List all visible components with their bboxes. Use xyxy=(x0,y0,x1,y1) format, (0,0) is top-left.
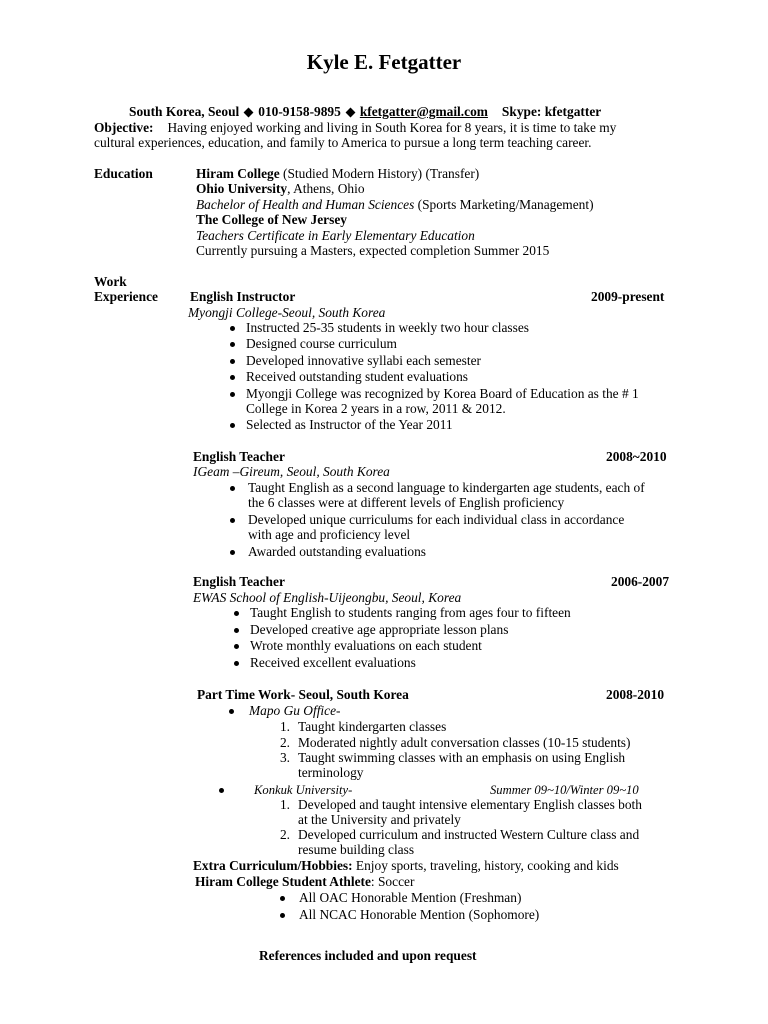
konkuk-item: Developed curriculum and instructed Western Culture class and xyxy=(298,827,640,842)
job1-bullet: Myongji College was recognized by Korea Board of Education as the # 1 xyxy=(246,386,639,401)
extra-hobbies xyxy=(193,858,619,874)
job1-bullet: Instructed 25-35 students in weekly two hour classes xyxy=(246,320,530,335)
extra-label: Extra Curriculum/Hobbies: xyxy=(193,858,353,873)
list-number: 1. xyxy=(279,797,290,812)
edu-ohio-degree-note: (Sports Marketing/Management) xyxy=(414,197,594,212)
bullet-icon xyxy=(230,342,235,347)
edu-masters: Currently pursuing a Masters, expected completion Summer 2015 xyxy=(196,243,550,258)
extra-bullet: All OAC Honorable Mention (Freshman) xyxy=(299,890,522,905)
job2-org: IGeam –Gireum, Seoul, South Korea xyxy=(193,464,390,479)
job3-bullet: Wrote monthly evaluations on each student xyxy=(250,638,482,653)
resume-name: Kyle E. Fetgatter xyxy=(306,50,462,74)
extra-text: Enjoy sports, traveling, history, cooking and kids xyxy=(352,858,619,873)
work-label-1: Work xyxy=(94,274,127,289)
contact-line xyxy=(129,104,601,120)
job3-title: English Teacher xyxy=(193,574,285,589)
bullet-icon xyxy=(280,896,285,901)
job3-bullet: Received excellent evaluations xyxy=(250,655,416,670)
diamond-separator-icon xyxy=(345,107,355,117)
job1-org: Myongji College-Seoul, South Korea xyxy=(188,305,386,320)
contact-location: South Korea, Seoul xyxy=(129,104,240,119)
konkuk-item-cont: resume building class xyxy=(298,842,415,857)
athlete-line xyxy=(195,874,414,890)
references-note: References included and upon request xyxy=(259,948,477,963)
job1-dates: 2009-present xyxy=(591,289,665,304)
extra-bullet: All NCAC Honorable Mention (Sophomore) xyxy=(299,907,540,922)
job2-bullet-cont: the 6 classes were at different levels of English proficiency xyxy=(248,495,565,510)
konkuk-university: Konkuk University- xyxy=(254,783,353,797)
mapo-item: Taught swimming classes with an emphasis on using English xyxy=(298,750,626,765)
mapo-office: Mapo Gu Office- xyxy=(249,703,341,718)
contact-phone: 010-9158-9895 xyxy=(258,104,341,119)
objective-text-2: cultural experiences, education, and family to America to pursue a long term teaching career. xyxy=(94,135,592,150)
bullet-icon xyxy=(230,326,235,331)
contact-email-link[interactable]: kfetgatter@gmail.com xyxy=(359,104,488,119)
diamond-separator-icon xyxy=(244,107,254,117)
job1-bullet: Selected as Instructor of the Year 2011 xyxy=(246,417,453,432)
bullet-icon xyxy=(234,644,239,649)
edu-ohio-loc: , Athens, Ohio xyxy=(287,181,365,196)
edu-hiram-name: Hiram College xyxy=(196,166,280,181)
list-number: 3. xyxy=(279,750,290,765)
job1-bullet-cont: College in Korea 2 years in a row, 2011 & 2012. xyxy=(246,401,506,416)
education-label: Education xyxy=(94,166,153,181)
list-number: 1. xyxy=(279,719,290,734)
job2-bullet-cont: with age and proficiency level xyxy=(248,527,411,542)
bullet-icon xyxy=(234,661,239,666)
job2-bullet: Developed unique curriculums for each individual class in accordance xyxy=(248,512,625,527)
list-number: 2. xyxy=(279,735,290,750)
job2-dates: 2008~2010 xyxy=(606,449,667,464)
list-number: 2. xyxy=(279,827,290,842)
bullet-icon xyxy=(280,913,285,918)
job3-org: EWAS School of English-Uijeongbu, Seoul, Korea xyxy=(193,590,462,605)
athlete-label: Hiram College Student Athlete xyxy=(195,874,371,889)
job1-bullet: Developed innovative syllabi each semester xyxy=(246,353,481,368)
objective-label: Objective: xyxy=(94,120,154,135)
job1-bullet: Received outstanding student evaluations xyxy=(246,369,469,384)
bullet-icon xyxy=(230,392,235,397)
parttime-title: Part Time Work- Seoul, South Korea xyxy=(197,687,409,702)
mapo-item-cont: terminology xyxy=(298,765,364,780)
edu-nj-cert: Teachers Certificate in Early Elementary Education xyxy=(196,228,475,243)
mapo-item: Moderated nightly adult conversation classes (10-15 students) xyxy=(298,735,631,750)
edu-ohio-name: Ohio University xyxy=(196,181,288,196)
bullet-icon xyxy=(230,518,235,523)
edu-nj-name: The College of New Jersey xyxy=(196,212,347,227)
athlete-text: : Soccer xyxy=(370,874,415,889)
konkuk-item-cont: at the University and privately xyxy=(298,812,461,827)
mapo-item: Taught kindergarten classes xyxy=(298,719,447,734)
edu-hiram-note: (Studied Modern History) (Transfer) xyxy=(279,166,480,181)
edu-ohio-degree: Bachelor of Health and Human Sciences xyxy=(196,197,415,212)
objective-text-1: Having enjoyed working and living in South Korea for 8 years, it is time to take my xyxy=(167,120,617,135)
job1-bullet: Designed course curriculum xyxy=(246,336,397,351)
konkuk-dates: Summer 09~10/Winter 09~10 xyxy=(490,783,639,797)
bullet-icon xyxy=(219,788,224,793)
konkuk-item: Developed and taught intensive elementary English classes both xyxy=(298,797,642,812)
parttime-dates: 2008-2010 xyxy=(606,687,665,702)
bullet-icon xyxy=(230,550,235,555)
bullet-icon xyxy=(230,486,235,491)
job3-dates: 2006-2007 xyxy=(611,574,670,589)
job2-title: English Teacher xyxy=(193,449,285,464)
edu-ohio-degree-line xyxy=(196,197,594,213)
bullet-icon xyxy=(234,611,239,616)
job3-bullet: Developed creative age appropriate lesson plans xyxy=(250,622,509,637)
objective-line-1 xyxy=(94,120,616,136)
job1-title: English Instructor xyxy=(190,289,296,304)
contact-skype: Skype: kfetgatter xyxy=(501,104,602,119)
bullet-icon xyxy=(230,359,235,364)
job2-bullet: Taught English as a second language to kindergarten age students, each of xyxy=(248,480,645,495)
bullet-icon xyxy=(229,709,234,714)
bullet-icon xyxy=(234,628,239,633)
job3-bullet: Taught English to students ranging from ages four to fifteen xyxy=(250,605,571,620)
bullet-icon xyxy=(230,375,235,380)
edu-hiram xyxy=(196,166,479,182)
work-label-2: Experience xyxy=(94,289,158,304)
bullet-icon xyxy=(230,423,235,428)
edu-ohio xyxy=(196,181,365,197)
job2-bullet: Awarded outstanding evaluations xyxy=(248,544,427,559)
